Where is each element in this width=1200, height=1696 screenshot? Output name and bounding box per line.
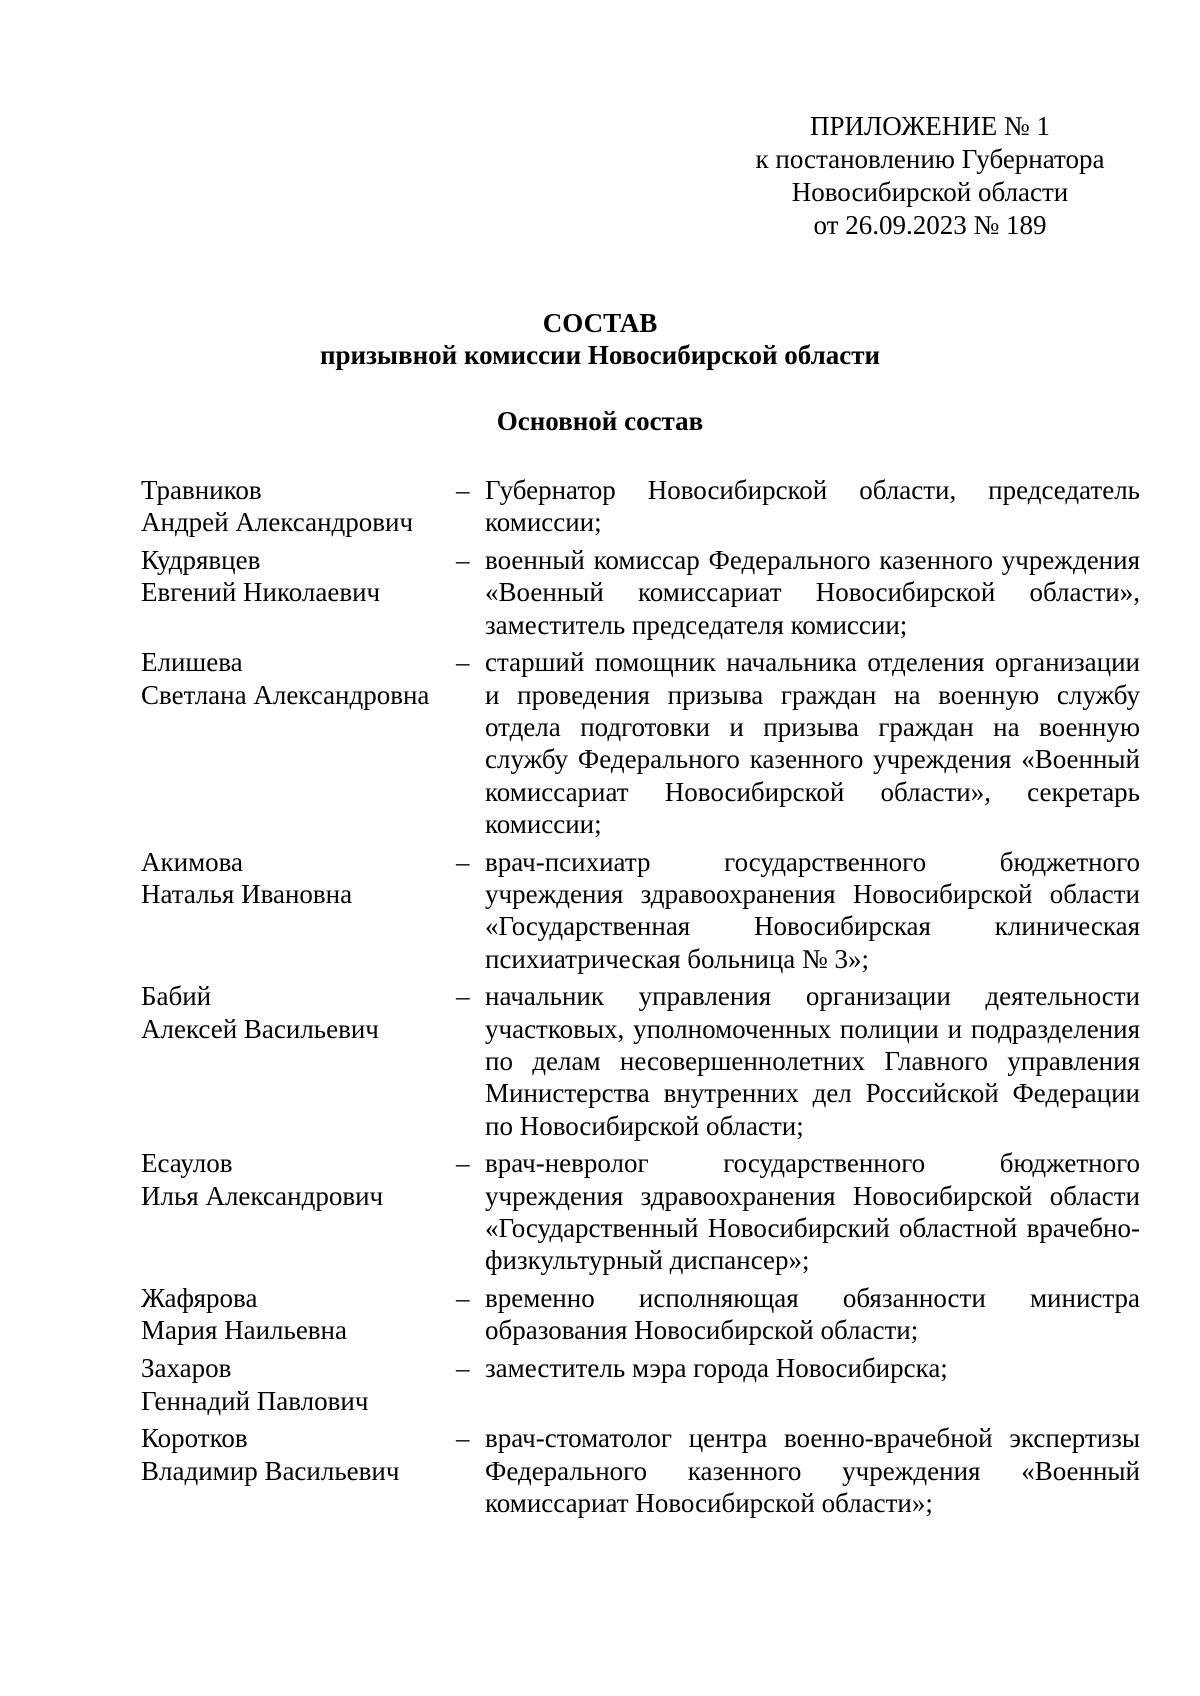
member-name bbox=[141, 646, 456, 840]
member-surname: Кудрявцев bbox=[141, 545, 261, 576]
member-entry bbox=[141, 1147, 1141, 1276]
member-given-name: Андрей Александрович bbox=[141, 507, 414, 538]
member-name bbox=[141, 980, 456, 1141]
members-list bbox=[141, 474, 1141, 1525]
dash-separator: – bbox=[456, 475, 470, 505]
member-given-name: Мария Наильевна bbox=[141, 1315, 347, 1346]
member-surname: Бабий bbox=[141, 981, 212, 1012]
member-name bbox=[141, 544, 456, 641]
member-name bbox=[141, 846, 456, 975]
dash-separator: – bbox=[456, 981, 470, 1012]
member-name bbox=[141, 1352, 456, 1417]
member-name bbox=[141, 1147, 456, 1276]
appendix-block bbox=[740, 110, 1120, 242]
member-given-name: Наталья Ивановна bbox=[141, 879, 353, 910]
member-entry bbox=[141, 544, 1141, 641]
member-surname: Есаулов bbox=[141, 1148, 233, 1179]
member-name bbox=[141, 474, 456, 539]
member-given-name: Илья Александрович bbox=[141, 1180, 384, 1211]
member-role: врач-психиатр государственного бюджетного учреждения здравоохранения Новосибирской области «Государственная Новосибирская клиническая психиатрическая больница № 3»; bbox=[485, 846, 1140, 974]
appendix-number: ПРИЛОЖЕНИЕ № 1 bbox=[809, 111, 1051, 141]
member-given-name: Геннадий Павлович bbox=[141, 1385, 369, 1416]
member-role: врач-стоматолог центра военно-врачебной экспертизы Федерального казенного учреждения «Военный комиссариат Новосибирской области»; bbox=[485, 1423, 1140, 1518]
member-surname: Коротков bbox=[141, 1423, 248, 1454]
member-given-name: Светлана Александровна bbox=[141, 679, 430, 710]
member-role: врач-невролог государственного бюджетного учреждения здравоохранения Новосибирской области «Государственный Новосибирский областной врачебно-физкультурный диспансер»; bbox=[485, 1148, 1140, 1276]
member-name bbox=[141, 1422, 456, 1519]
member-given-name: Алексей Васильевич bbox=[141, 1013, 379, 1044]
appendix-date: от 26.09.2023 № 189 bbox=[813, 210, 1047, 240]
member-role: начальник управления организации деятельности участковых, уполномоченных полиции и подразделения по делам несовершеннолетних Главного управления Министерства внутренних дел Российской Федерации по Новосибирской области; bbox=[485, 981, 1140, 1141]
member-surname: Елишева bbox=[141, 647, 243, 678]
member-surname: Травников bbox=[141, 475, 262, 505]
member-entry bbox=[141, 846, 1141, 975]
member-role: временно исполняющая обязанности министра образования Новосибирской области; bbox=[485, 1283, 1140, 1346]
member-given-name: Евгений Николаевич bbox=[141, 577, 381, 608]
member-entry bbox=[141, 980, 1141, 1141]
member-role: Губернатор Новосибирской области, председатель комиссии; bbox=[485, 475, 1140, 538]
dash-separator: – bbox=[456, 1283, 470, 1314]
member-entry bbox=[141, 1422, 1141, 1519]
dash-separator: – bbox=[456, 1423, 470, 1454]
member-surname: Захаров bbox=[141, 1353, 232, 1384]
member-surname: Жафярова bbox=[141, 1283, 258, 1314]
member-role: военный комиссар Федерального казенного учреждения «Военный комиссариат Новосибирской области», заместитель председателя комиссии; bbox=[485, 545, 1140, 640]
section-heading: Основной состав bbox=[496, 406, 704, 436]
dash-separator: – bbox=[456, 545, 470, 576]
dash-separator: – bbox=[456, 1353, 470, 1384]
member-surname: Акимова bbox=[141, 846, 244, 877]
appendix-reference: к постановлению Губернатора bbox=[755, 144, 1105, 174]
dash-separator: – bbox=[456, 1148, 470, 1179]
member-entry bbox=[141, 646, 1141, 840]
member-entry bbox=[141, 1282, 1141, 1347]
appendix-region: Новосибирской области bbox=[791, 177, 1069, 207]
document-subtitle: призывной комиссии Новосибирской области bbox=[319, 340, 881, 370]
dash-separator: – bbox=[456, 846, 470, 877]
member-role: старший помощник начальника отделения организации и проведения призыва граждан на военную службу отдела подготовки и призыва граждан на военную службу Федерального казенного учреждения «Военный комиссариат Новосибирской области», секретарь комиссии; bbox=[485, 647, 1140, 839]
member-entry bbox=[141, 1352, 1141, 1417]
member-role: заместитель мэра города Новосибирска; bbox=[485, 1353, 948, 1384]
dash-separator: – bbox=[456, 647, 470, 678]
member-name bbox=[141, 1282, 456, 1347]
member-entry bbox=[141, 474, 1141, 539]
member-given-name: Владимир Васильевич bbox=[141, 1455, 400, 1486]
document-title: СОСТАВ bbox=[542, 308, 658, 338]
